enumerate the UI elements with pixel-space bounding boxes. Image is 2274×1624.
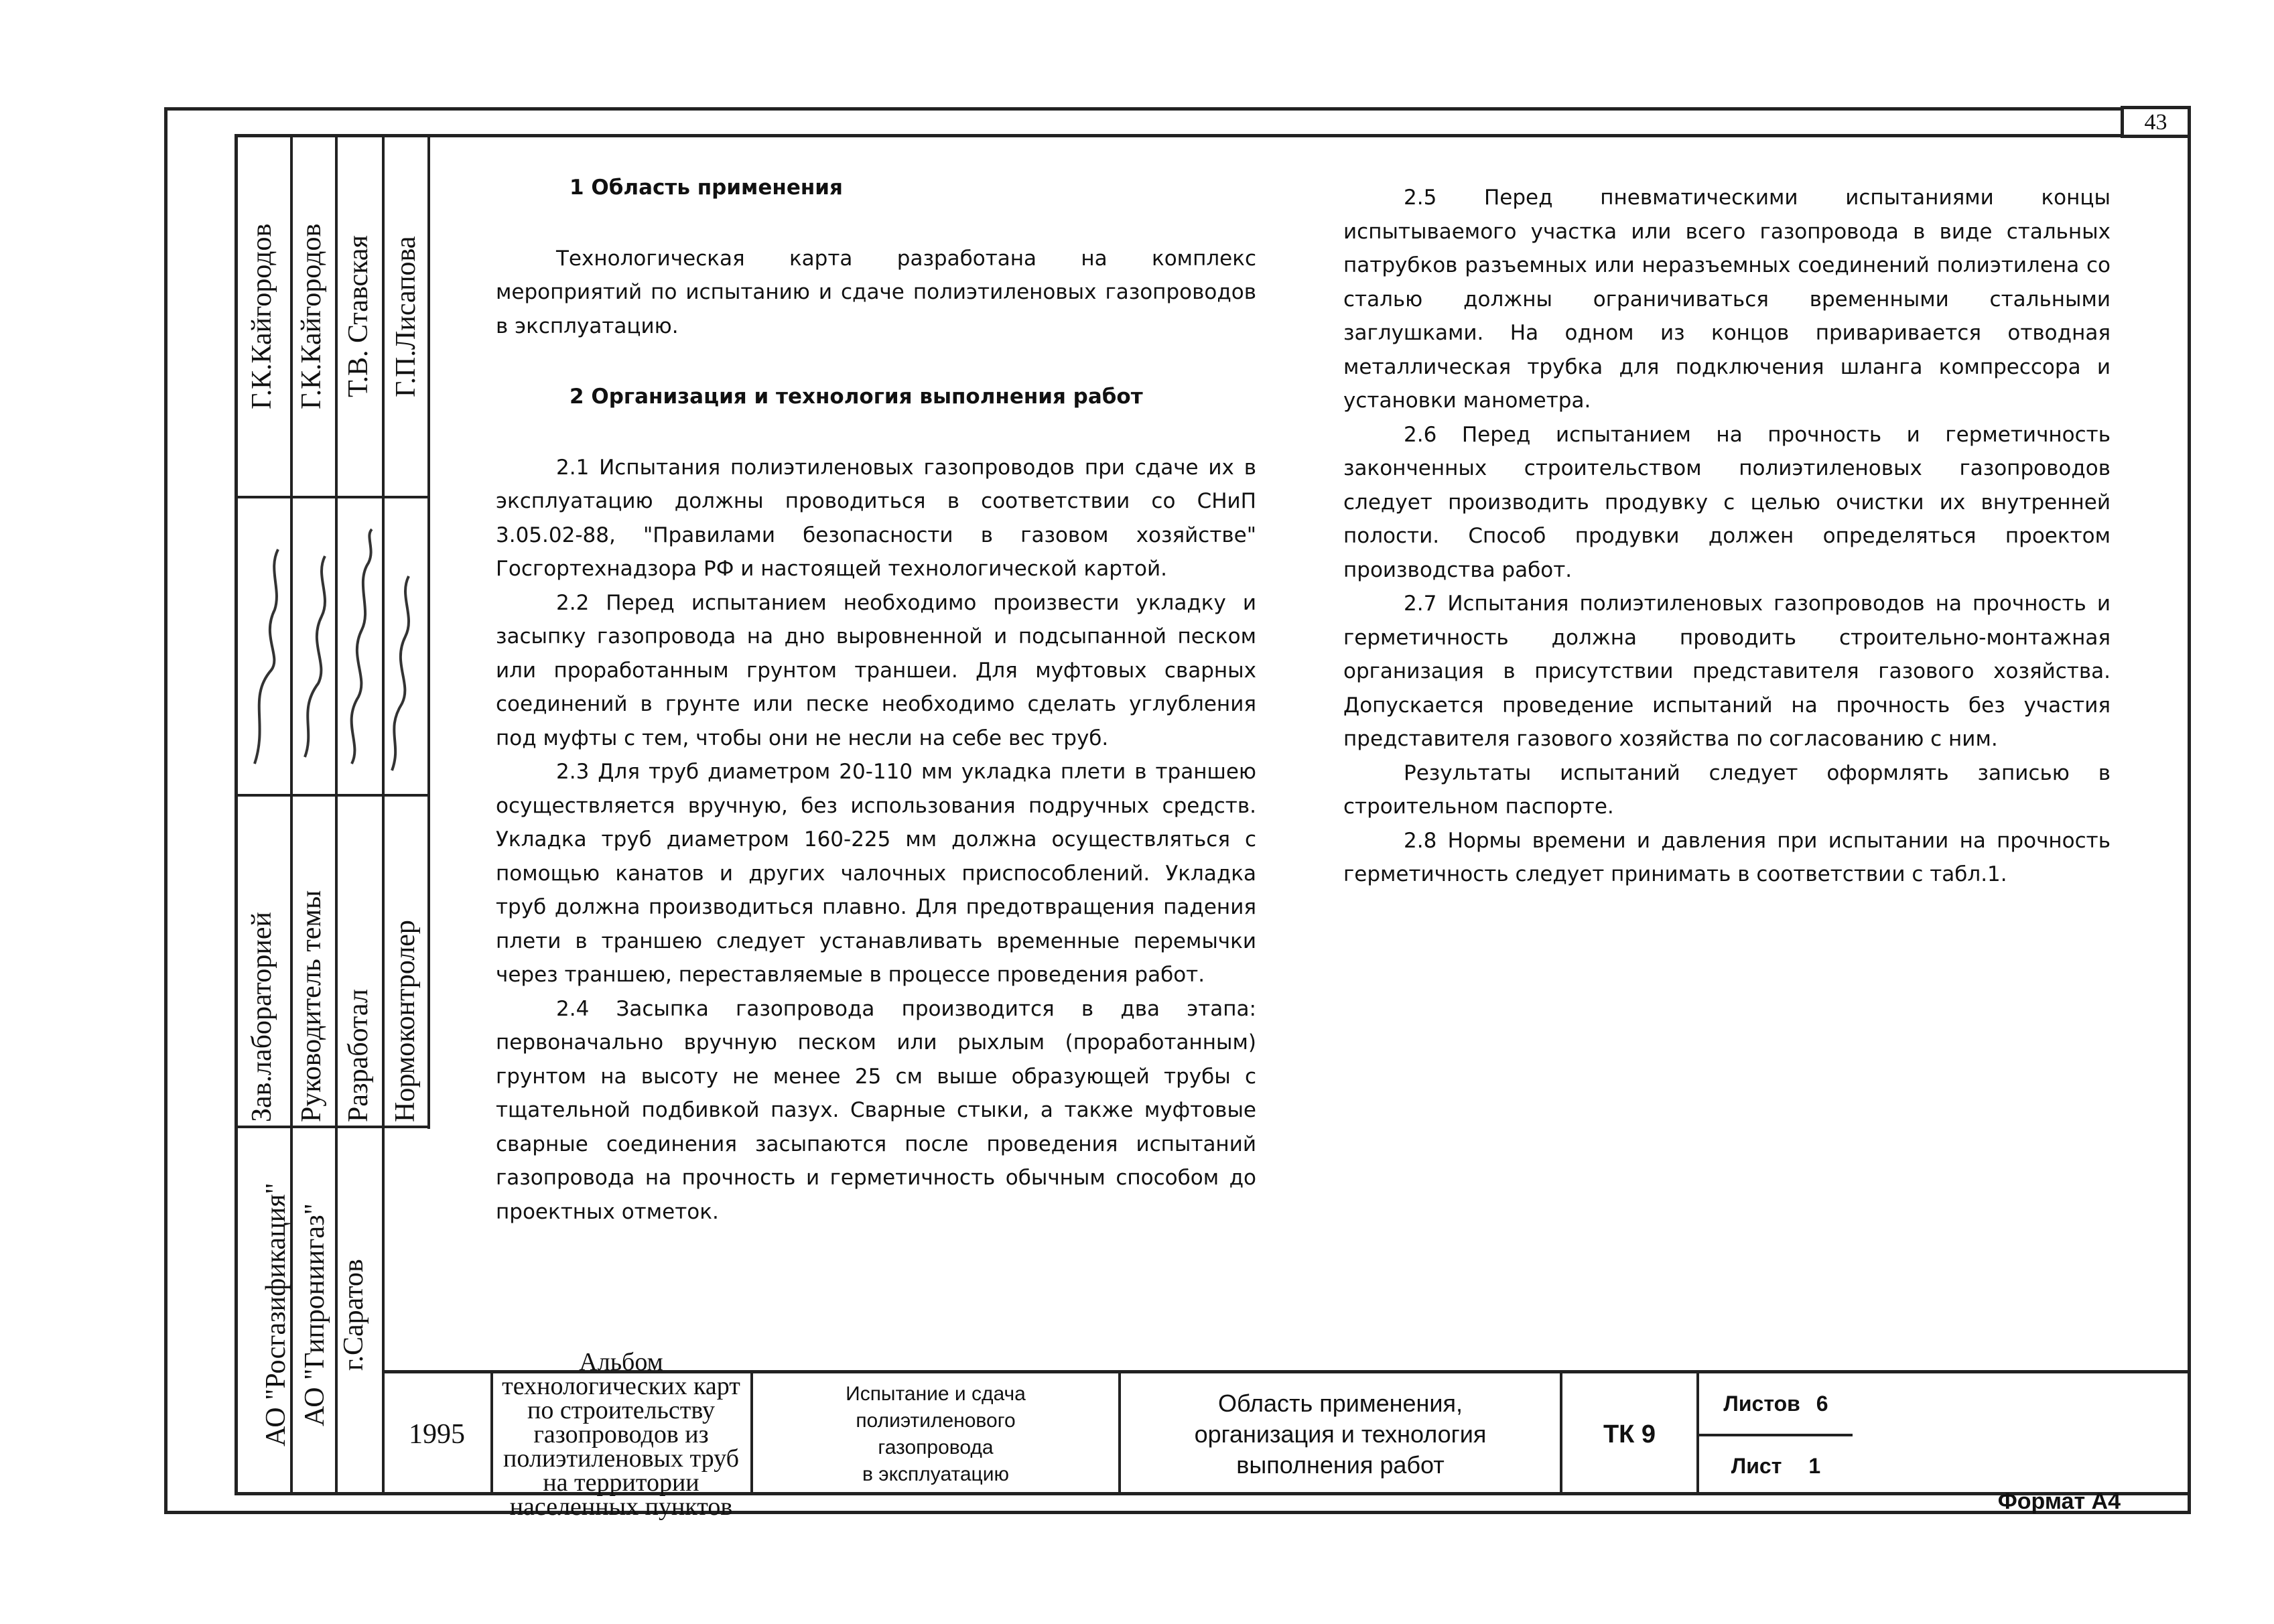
album-title-line-1: Альбом технологических карт xyxy=(502,1348,740,1400)
subject-title-line-3: газопровода xyxy=(878,1436,994,1459)
text-column-left xyxy=(496,171,1256,1229)
text-column-right xyxy=(1343,181,2111,892)
paragraph-2-7: 2.7 Испытания полиэтиленовых газопроводов на прочность и герметичность должна проводить строительно-монтажная организация в присутствии представителя газового хозяйства. Допускается проведение испытаний на прочность без участия представителя газового хозяйства по согласованию с ним. xyxy=(1343,592,2111,751)
sheet-label: Лист xyxy=(1731,1453,1782,1478)
album-title-line-4: населенных пунктов xyxy=(509,1493,733,1521)
subject-title-line-4: в эксплуатацию xyxy=(862,1463,1009,1485)
signatures-icon xyxy=(241,509,422,784)
section-heading-2: 2 Организация и технология выполнения работ xyxy=(570,385,1143,409)
paragraph-results: Результаты испытаний следует оформлять записью в строительном паспорте. xyxy=(1343,760,2111,819)
stamp-row-line xyxy=(383,496,430,498)
sheets-label: Листов xyxy=(1723,1391,1800,1416)
sheets-block xyxy=(1699,1373,1853,1495)
section-title-line-2: организация и технология xyxy=(1194,1420,1487,1448)
doc-code: ТК 9 xyxy=(1603,1420,1656,1448)
stamp-row-line xyxy=(235,1126,383,1128)
subject-title-line-2: полиэтиленового xyxy=(856,1410,1016,1432)
section-title-line-3: выполнения работ xyxy=(1236,1451,1445,1479)
role-name-2: Г.К.Кайгородов xyxy=(296,223,327,410)
sheets-value: 6 xyxy=(1816,1391,1828,1416)
role-title-3: Разработал xyxy=(343,989,374,1122)
format-label: Формат А4 xyxy=(1997,1489,2121,1514)
stamp-row-line xyxy=(235,794,383,797)
paragraph-2-1: 2.1 Испытания полиэтиленовых газопроводов при сдаче их в эксплуатацию должны проводиться в соответствии со СНиП 3.05.02-88, "Правилами безопасности в газовом хозяйстве" Госгортехнадзора РФ и настоящей технологической картой. xyxy=(496,455,1256,581)
section-heading-1: 1 Область применения xyxy=(570,176,843,200)
subject-title-line-1: Испытание и сдача xyxy=(846,1383,1026,1405)
album-title-line-3: полиэтиленовых труб на территории xyxy=(503,1444,739,1497)
paragraph-2-6: 2.6 Перед испытанием на прочность и герметичность законченных строительством полиэтиленовых газопроводов следует производить продувку с целью очистки их внутренней полости. Способ продувки должен определяться проектом производства работ. xyxy=(1343,422,2111,582)
subject-title xyxy=(753,1373,1118,1495)
sheets-count xyxy=(1699,1373,1853,1434)
role-title-4: Нормоконтролер xyxy=(390,920,421,1122)
paragraph-2-4: 2.4 Засыпка газопровода производится в два этапа: первоначально вручную песком или рыхлым (проработанным) грунтом на высоту не менее 25 см выше образующей трубы с тщательной подбивкой пазух. Сварные стыки, а также муфтовые сварные соединения засыпаются после проведения испытаний газопровода на прочность и герметичность обычным способом до проектных отметок. xyxy=(496,996,1256,1224)
year: 1995 xyxy=(409,1419,465,1450)
role-name-1: Г.К.Кайгородов xyxy=(247,223,277,410)
role-name-3: Т.В. Ставская xyxy=(343,235,374,398)
page-number: 43 xyxy=(2121,106,2191,138)
role-title-1: Зав.лабораторией xyxy=(247,912,277,1122)
role-name-4: Г.П.Лисапова xyxy=(391,236,421,397)
sheet-value: 1 xyxy=(1808,1453,1821,1478)
sheet-number xyxy=(1699,1436,1853,1495)
album-title-line-2: по строительству газопроводов из xyxy=(527,1396,715,1448)
stamp-row-line xyxy=(235,496,383,498)
paragraph-1: Технологическая карта разработана на комплекс мероприятий по испытанию и сдаче полиэтиленовых газопроводов в эксплуатацию. xyxy=(496,246,1256,338)
album-title xyxy=(493,1348,749,1521)
signatures-area xyxy=(241,509,422,784)
paragraph-2-5: 2.5 Перед пневматическими испытаниями концы испытываемого участка или всего газопровода в виде стальных патрубков разъемных или неразъемных соединений полиэтилена со сталью должны ограничиваться временными стальными заглушками. На одном из концов приваривается отводная металлическая трубка для подключения шланга компрессора и установки манометра. xyxy=(1343,186,2111,413)
stamp-row-line xyxy=(383,794,430,797)
organization xyxy=(248,1139,382,1491)
paragraph-2-2: 2.2 Перед испытанием необходимо произвести укладку и засыпку газопровода на дно выровненной и подсыпанной песком или проработанным грунтом траншеи. Для муфтовых сварных соединений в грунте или песке необходимо сделать углубления под муфты с тем, чтобы они не несли на себе вес труб. xyxy=(496,590,1256,750)
organization-line-1: АО "Росгазификация" xyxy=(261,1182,291,1447)
section-title xyxy=(1121,1373,1560,1495)
stamp-divider xyxy=(427,137,430,1129)
section-title-line-1: Область применения, xyxy=(1217,1390,1463,1417)
organization-line-2: АО "Гипрониигаз" xyxy=(299,1203,330,1426)
organization-line-3: г.Саратов xyxy=(338,1259,369,1371)
role-title-2: Руководитель темы xyxy=(296,890,327,1122)
stamp-row-line xyxy=(383,1126,430,1128)
paragraph-2-8: 2.8 Нормы времени и давления при испытании на прочность герметичность следует принимать в соответствии с табл.1. xyxy=(1343,828,2111,886)
paragraph-2-3: 2.3 Для труб диаметром 20-110 мм укладка плети в траншею осуществляется вручную, без использования подручных средств. Укладка труб диаметром 160-225 мм должна осуществляться с помощью канатов и других чалочных приспособлений. Укладка труб должна производиться плавно. Для предотвращения падения плети в траншею следует устанавливать временные перемычки через траншею, переставляемые в процессе проведения работ. xyxy=(496,760,1256,987)
